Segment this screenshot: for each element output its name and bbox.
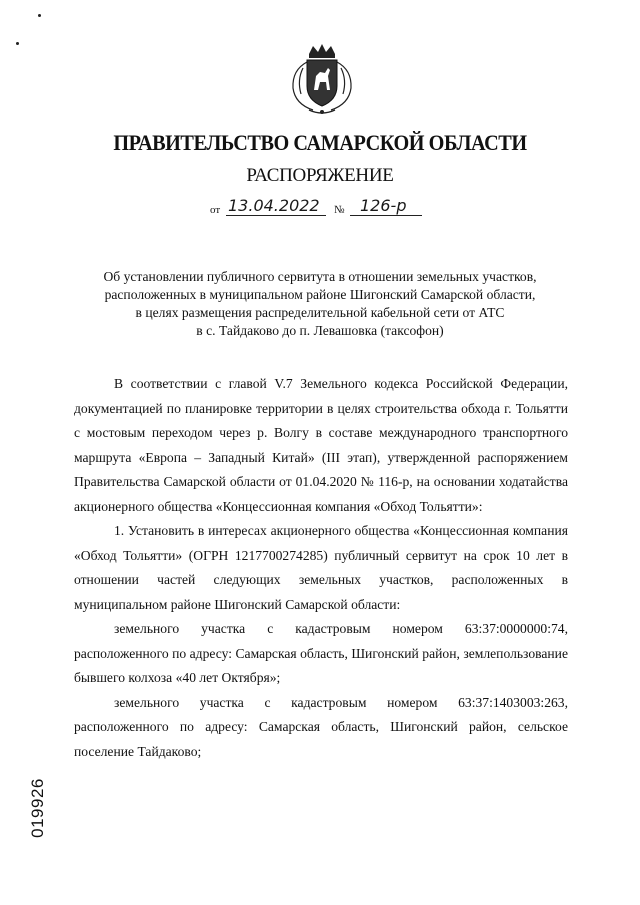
document-type: РАСПОРЯЖЕНИЕ — [246, 165, 394, 186]
document-subject — [60, 268, 580, 340]
body-paragraph: В соответствии с главой V.7 Земельного кодекса Российской Федерации, документацией по планировке территории в целях строительства обхода г. Тольятти с мостовым переходом через р. Волгу в составе международного транспортного маршрута «Европа – Западный Китай» (III этап), утвержденной распоряжением Правительства Самарской области от 01.04.2020 № 116-р, на основании ходатайства акционерного общества «Концессионная компания «Обход Тольятти»: — [74, 376, 568, 514]
government-title: ПРАВИТЕЛЬСТВО САМАРСКОЙ ОБЛАСТИ — [113, 130, 527, 155]
subject-line: расположенных в муниципальном районе Шигонский Самарской области, — [104, 287, 536, 302]
samara-coat-of-arms-icon — [287, 40, 357, 116]
serial-number-text: 019926 — [28, 778, 47, 838]
body-paragraph: земельного участка с кадастровым номером 63:37:0000000:74, расположенного по адресу: Самарская область, Шигонский район, землепользование бывшего колхоза «40 лет Октября»; — [74, 621, 568, 685]
body-paragraph: земельного участка с кадастровым номером 63:37:1403003:263, расположенного по адресу: Самарская область, Шигонский район, сельское поселение Тайдаково; — [74, 694, 568, 759]
document-body — [74, 372, 568, 764]
scan-mark — [38, 14, 41, 17]
subject-line: Об установлении публичного сервитута в отношении земельных участков, — [103, 269, 537, 284]
number-label: № — [334, 204, 345, 216]
scan-mark — [16, 42, 19, 45]
date-label: от — [210, 204, 221, 216]
number-underline — [350, 215, 422, 216]
subject-line: в целях размещения распределительной кабельной сети от АТС — [135, 305, 505, 320]
date-number-line — [210, 196, 450, 220]
number-value: 126-р — [360, 196, 407, 215]
date-underline — [226, 215, 326, 216]
serial-number — [26, 760, 50, 856]
date-value: 13.04.2022 — [228, 196, 320, 215]
body-paragraph: 1. Установить в интересах акционерного общества «Концессионная компания «Обход Тольятти» (ОГРН 1217700274285) публичный сервитут на срок 10 лет в отношении частей следующих земельных участков, расположенных в муниципальном районе Шигонский Самарской области: — [74, 523, 568, 612]
subject-line: в с. Тайдаково до п. Левашовка (таксофон) — [196, 323, 444, 338]
